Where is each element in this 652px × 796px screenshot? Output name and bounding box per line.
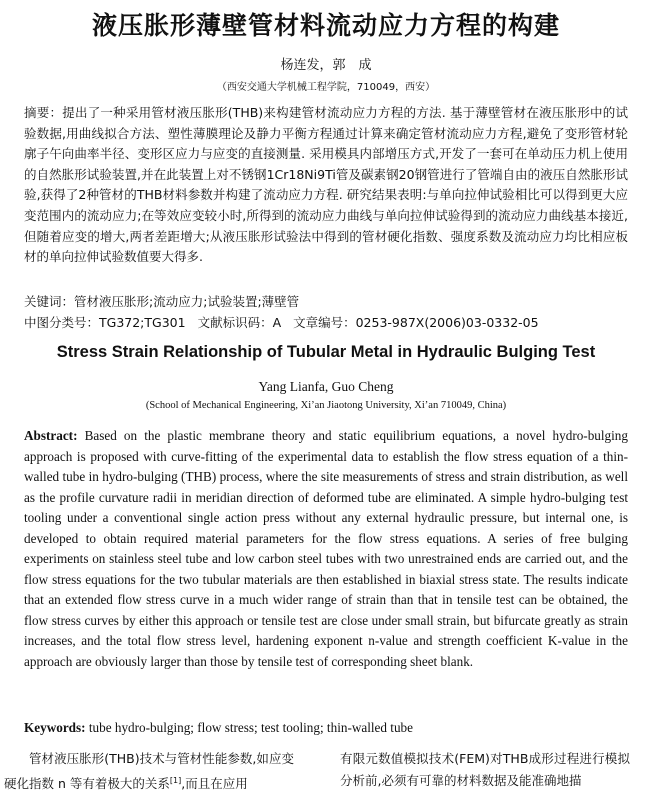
- keywords-chinese: [24, 292, 299, 310]
- body-left-text: 管材液压胀形(THB)技术与管材性能参数,如应变硬化指数 n 等有着极大的关系: [4, 751, 294, 792]
- clc-number: 中图分类号：TG372;TG301: [24, 315, 186, 330]
- abstract-english-text: Based on the plastic membrane theory and static equilibrium equations, a novel hydro-bulging approach is proposed with curve-fitting of the experimental data to establish the flow stress equation of a thin-walled tube in hydro-bulging (THB) process, where the site measurements of stress and strain distribution, as well as the profile curvature radii in meridian direction of deformed tube are eliminated. A simple hydro-bulging test tooling under a conventional single action press without any external hydraulic pressure, but internal one, is developed to obtain required material parameters for the flow stress equations. A series of free bulging experiments on stainless steel tube and low carbon steel tubes with two unrestrained ends are carried out, and the flow stress equations for the two tubular materials are then established in biaxial stress state. The results indicate that an extended flow stress curve in a much wider range of strain than that in tensile test can be obtained, the flow stress curves by either this approach or tensile test are close under small strain, but bifurcate greatly as strain increases, and the total flow stress level, hardening exponent n-value and strength coefficient K-value in the approach are obviously larger than those by tensile test of corresponding sheet blank.: [24, 428, 628, 669]
- keywords-english: [24, 720, 413, 736]
- article-number: 文章编号：0253-987X(2006)03-0332-05: [293, 315, 539, 330]
- citation-ref: [1]: [169, 776, 182, 785]
- abstract-english-label: Abstract:: [24, 428, 78, 443]
- authors-english: Yang Lianfa, Guo Cheng: [258, 379, 394, 394]
- keywords-english-text: tube hydro-bulging; flow stress; test tooling; thin-walled tube: [85, 720, 413, 735]
- authors-chinese: 杨连发，郭 成: [280, 58, 372, 73]
- body-column-left: [4, 748, 294, 795]
- body-left-tail: ,而且在应用: [181, 776, 248, 792]
- document-code: 文献标识码：A: [197, 315, 282, 330]
- keywords-chinese-text: 管材液压胀形;流动应力;试验装置;薄壁管: [74, 294, 300, 309]
- title-english: Stress Strain Relationship of Tubular Metal in Hydraulic Bulging Test: [56, 343, 596, 361]
- abstract-chinese-label: 摘要：: [24, 105, 63, 120]
- body-right-text: 有限元数值模拟技术(FEM)对THB成形过程进行模拟分析前,必须有可靠的材料数据及能准确地描: [340, 751, 630, 788]
- affiliation-chinese: （西安交通大学机械工程学院，710049，西安）: [216, 82, 436, 93]
- title-chinese: 液压胀形薄壁管材料流动应力方程的构建: [91, 11, 560, 40]
- affiliation-english: (School of Mechanical Engineering, Xi’an Jiaotong University, Xi’an 710049, China): [145, 400, 507, 411]
- classification-line: [24, 313, 547, 331]
- keywords-english-label: Keywords:: [24, 720, 86, 735]
- abstract-chinese: [24, 103, 628, 268]
- abstract-english: [24, 426, 628, 672]
- abstract-chinese-text: 提出了一种采用管材液压胀形(THB)来构建管材流动应力方程的方法. 基于薄壁管材在液压胀形中的试验数据,用曲线拟合方法、塑性薄膜理论及静力平衡方程通过计算来确定管材流动应力方程,避免了变形管材轮廓子午向曲率半径、变形区应力与应变的直接测量. 采用模具内部增压方式,开发了一套可在单动压力机上使用的自然胀形试验装置,并在此装置上对不锈钢1Cr18Ni9Ti管及碳素钢20钢管进行了管端自由的液压自然胀形试验,获得了2种管材的THB材料参数并构建了流动应力方程. 研究结果表明:与单向拉伸试验相比可以得到更大应变范围内的流动应力;在等效应变较小时,所得到的流动应力曲线与单向拉伸试验得到的流动应力曲线基本接近,但随着应变的增大,两者差距增大;从液压胀形试验法中得到的管材硬化指数、强度系数及流动应力均比相应板材的单向拉伸试验数值要大得多.: [24, 105, 628, 265]
- keywords-chinese-label: 关键词：: [24, 294, 75, 309]
- body-column-right: [340, 748, 630, 792]
